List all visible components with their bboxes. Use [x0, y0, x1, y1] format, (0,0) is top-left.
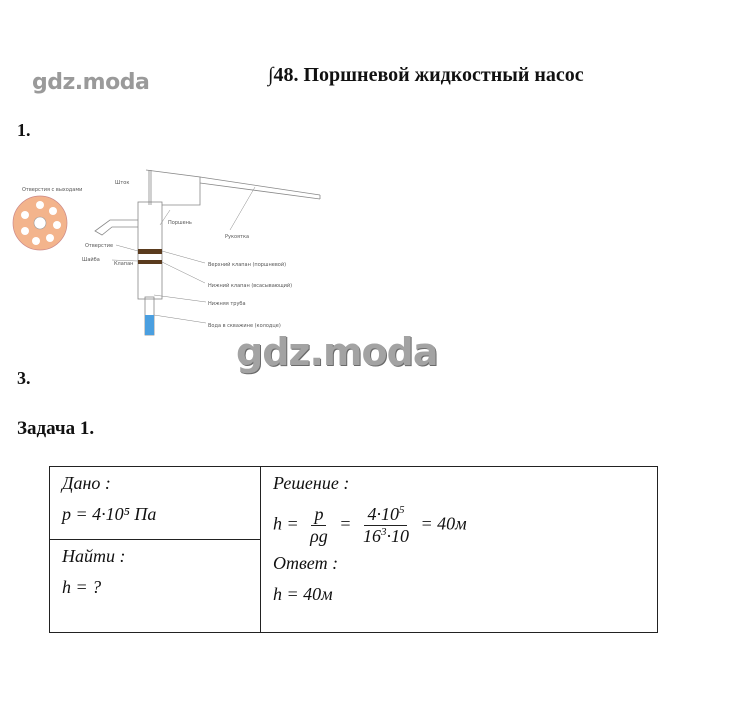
label-rukoyatka: Рукоятка	[225, 234, 250, 240]
fraction-denominator: ρg	[310, 526, 328, 546]
formula-result: = 40м	[420, 513, 467, 534]
label-top-valve: Верхний клапан (поршневой)	[208, 262, 287, 268]
label-klapan: Клапан	[114, 261, 134, 267]
water-column	[145, 315, 154, 335]
valve-disc	[13, 196, 67, 250]
piston	[138, 249, 162, 254]
label-bottom-valve: Нижний клапан (всасывающий)	[208, 283, 293, 289]
fraction-p-over-rho-g	[307, 504, 331, 547]
fraction-denominator-values: $16^3\cdot 10$	[362, 526, 409, 546]
given-value: p = 4·10⁵ Па	[62, 504, 157, 524]
page-title: ∫48. Поршневой жидкостный насос	[268, 64, 584, 86]
solution-formula	[273, 504, 645, 547]
label-otverstie: Отверстие	[85, 243, 114, 249]
answer-value: h = 40м	[273, 584, 333, 604]
solution-table	[49, 466, 658, 633]
section-number-3: 3.	[17, 368, 31, 388]
task-heading: Задача 1.	[17, 418, 95, 439]
pump-body	[95, 170, 320, 335]
answer-label: Ответ :	[273, 553, 339, 573]
fraction-values	[360, 504, 412, 547]
fraction-numerator: p	[311, 504, 326, 526]
formula-lhs: h =	[273, 513, 299, 534]
label-bottom-pipe: Нижняя труба	[208, 301, 246, 307]
label-disc: Отверстия с выходами	[22, 187, 83, 193]
given-label: Дано :	[62, 473, 111, 493]
pump-diagram	[10, 165, 350, 345]
given-cell	[50, 467, 261, 540]
label-shtok: Шток	[115, 180, 130, 186]
find-value: h = ?	[62, 577, 102, 597]
formula-equals: =	[339, 513, 352, 534]
watermark-small: gdz.moda	[32, 70, 150, 95]
bottom-valve	[138, 260, 162, 264]
label-porshen: Поршень	[168, 220, 192, 226]
watermark-large: gdz.moda	[236, 330, 438, 374]
solution-cell	[261, 467, 658, 633]
solution-label: Решение :	[273, 473, 350, 493]
label-shaiba: Шайба	[82, 257, 100, 263]
fraction-numerator-values: $4\cdot 10^5$	[364, 504, 407, 526]
find-label: Найти :	[62, 546, 126, 566]
section-number-1: 1.	[17, 120, 31, 140]
find-cell	[50, 540, 261, 633]
label-water: Вода в скважине (колодце)	[208, 323, 281, 329]
